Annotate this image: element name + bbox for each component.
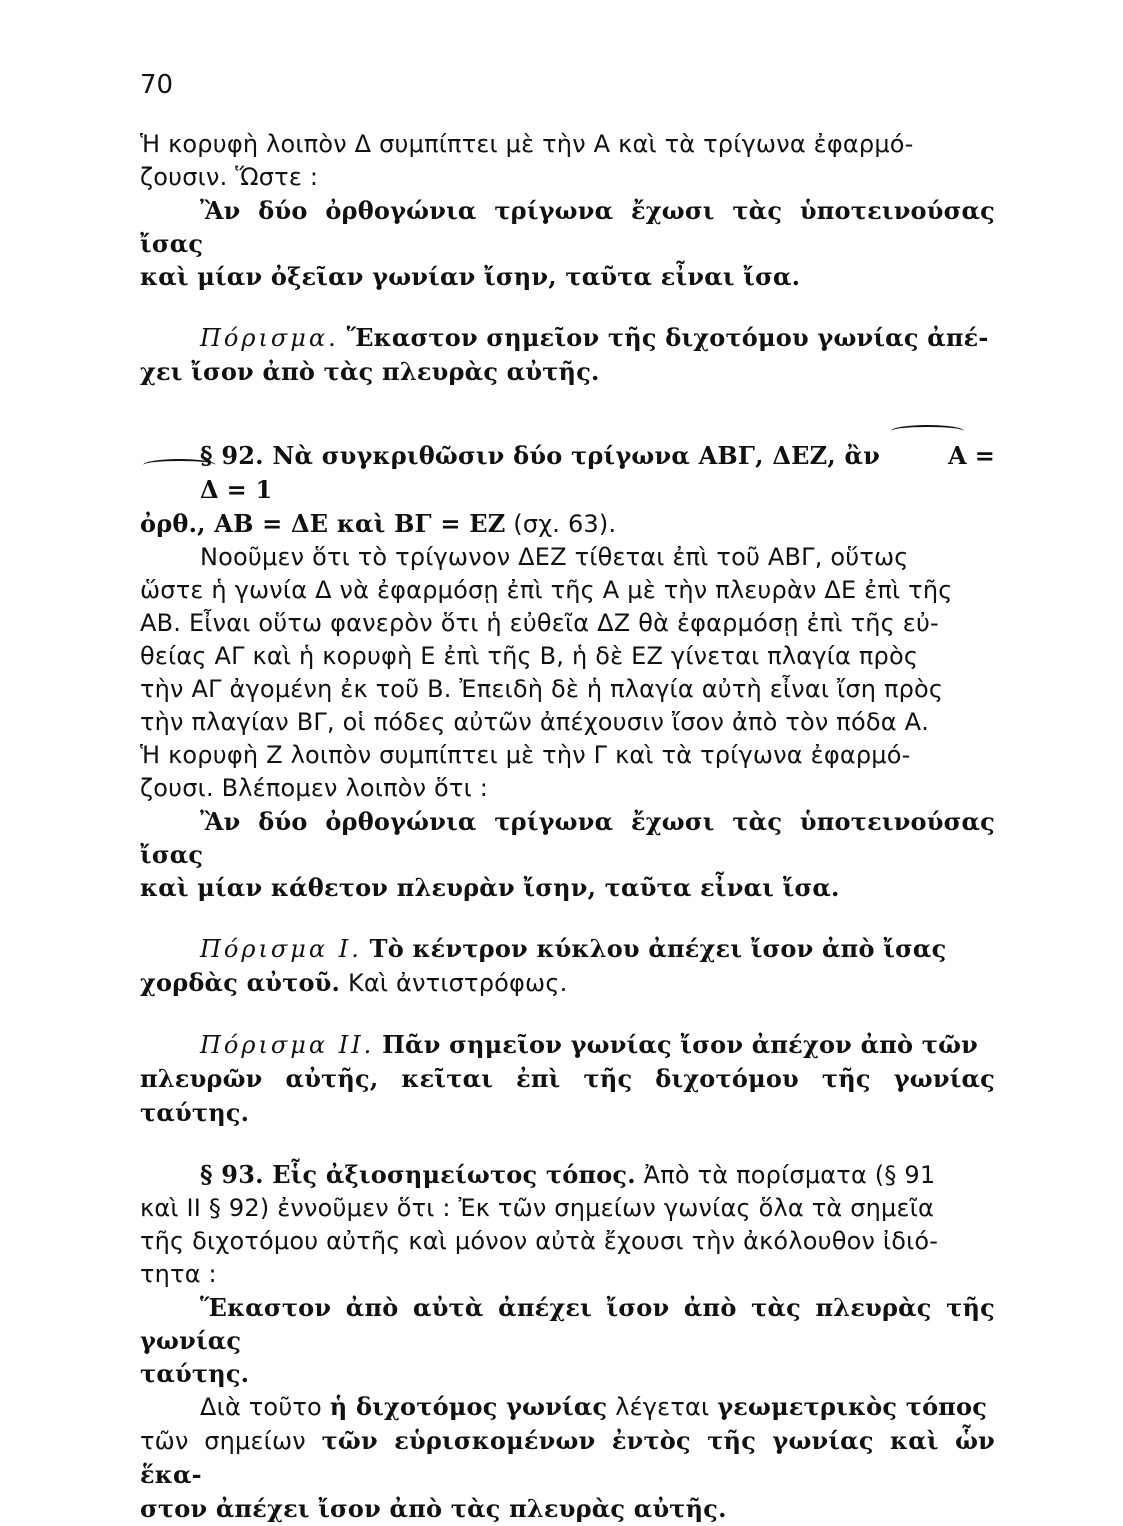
text-line: Ἂν δύο ὀρθογώνια τρίγωνα ἔχωσι τὰς ὑποτεινούσας ἴσας bbox=[140, 196, 995, 258]
text-line: στον ἀπέχει ἴσον ἀπὸ τὰς πλευρὰς αὐτῆς. bbox=[140, 1494, 727, 1523]
corollary-ii bbox=[140, 1028, 995, 1130]
text-line: ζουσιν. Ὥστε : bbox=[140, 163, 319, 191]
section-92-heading bbox=[140, 439, 995, 541]
text-segment: τῶν εὑρισκομένων ἐντὸς τῆς γωνίας καὶ ὧν ἕκα- bbox=[140, 1426, 995, 1489]
text-line: τῆς διχοτόμου αὐτῆς καὶ μόνον αὐτὰ ἔχουσι τὴν ἀκόλουθον ἰδιό- bbox=[140, 1227, 939, 1255]
text-line: τητα : bbox=[140, 1260, 217, 1288]
text-line: Ἂν δύο ὀρθογώνια τρίγωνα ἔχωσι τὰς ὑποτεινούσας ἴσας bbox=[140, 807, 995, 869]
text-line: ταύτης. bbox=[140, 1359, 250, 1388]
figure-reference: (σχ. 63). bbox=[513, 510, 617, 538]
text-line: Τὸ κέντρον κύκλου ἀπέχει ἴσον ἀπὸ ἴσας bbox=[369, 934, 947, 963]
corollary-label: Πόρισμα. bbox=[200, 324, 339, 352]
text-line: ΑΒ. Εἶναι οὕτω φανερὸν ὅτι ἡ εὐθεῖα ΔΖ θὰ ἐφαρμόσῃ ἐπὶ τῆς εὐ- bbox=[140, 609, 939, 637]
text-segment: γεωμετρικὸς τόπος bbox=[717, 1392, 988, 1421]
angle-d: Δ bbox=[140, 473, 219, 506]
corollary-1 bbox=[140, 321, 995, 389]
text-line: καὶ II § 92) ἐννοῦμεν ὅτι : Ἐκ τῶν σημείων γωνίας ὅλα τὰ σημεῖα bbox=[140, 1194, 935, 1222]
text-line: τὴν πλαγίαν ΒΓ, οἱ πόδες αὐτῶν ἀπέχουσιν ἴσον ἀπὸ τὸν πόδα Α. bbox=[140, 708, 930, 736]
theorem-1 bbox=[140, 194, 995, 293]
text-segment: λέγεται bbox=[615, 1393, 710, 1421]
equals-right-angle: = 1 bbox=[226, 475, 273, 504]
text-line: θείας ΑΓ καὶ ἡ κορυφὴ Ε ἐπὶ τῆς Β, ἡ δὲ ΕΖ γίνεται πλαγία πρὸς bbox=[140, 642, 919, 670]
text-segment: Διὰ τοῦτο bbox=[200, 1393, 322, 1421]
text-line: πλευρῶν αὐτῆς, κεῖται ἐπὶ τῆς διχοτόμου τῆς γωνίας ταύτης. bbox=[140, 1064, 995, 1127]
text-line: Πᾶν σημεῖον γωνίας ἴσον ἀπέχον ἀπὸ τῶν bbox=[382, 1030, 979, 1059]
text-segment: ἡ διχοτόμος γωνίας bbox=[329, 1392, 608, 1421]
text-line: Ἕκαστον ἀπὸ αὐτὰ ἀπέχει ἴσον ἀπὸ τὰς πλευρὰς τῆς γωνίας bbox=[140, 1293, 995, 1355]
paragraph-proof bbox=[140, 541, 995, 805]
page-body bbox=[140, 128, 995, 1526]
text-line: Ἀπὸ τὰ πορίσματα (§ 91 bbox=[643, 1161, 936, 1189]
text-line: καὶ μίαν κάθετον πλευρὰν ἴσην, ταῦτα εἶναι ἴσα. bbox=[140, 873, 840, 902]
text-line: χει ἴσον ἀπὸ τὰς πλευρὰς αὐτῆς. bbox=[140, 357, 600, 386]
text-line: τὴν ΑΓ ἀγομένη ἐκ τοῦ Β. Ἐπειδὴ δὲ ἡ πλαγία αὐτὴ εἶναι ἴση πρὸς bbox=[140, 675, 944, 703]
corollary-i bbox=[140, 932, 995, 1000]
text-line: Ἡ κορυφὴ λοιπὸν Δ συμπίπτει μὲ τὴν Α καὶ τὰ τρίγωνα ἐφαρμό- bbox=[140, 130, 914, 158]
text-line: Καὶ ἀντιστρόφως. bbox=[347, 969, 568, 997]
theorem-3 bbox=[140, 1291, 995, 1390]
angle-a: Α bbox=[888, 439, 967, 472]
text-line: Ἡ κορυφὴ Ζ λοιπὸν συμπίπτει μὲ τὴν Γ καὶ τὰ τρίγωνα ἐφαρμό- bbox=[140, 741, 911, 769]
section-title: § 93. Εἷς ἀξιοσημείωτος τόπος. bbox=[200, 1160, 636, 1189]
paragraph-conclusion-1 bbox=[140, 128, 995, 194]
corollary-label: Πόρισμα I. bbox=[200, 935, 362, 963]
theorem-2 bbox=[140, 805, 995, 904]
equals-sign: = bbox=[974, 441, 995, 470]
text-line: Νοοῦμεν ὅτι τὸ τρίγωνον ΔΕΖ τίθεται ἐπὶ τοῦ ΑΒΓ, οὕτως bbox=[200, 543, 909, 571]
text-line: ὥστε ἡ γωνία Δ νὰ ἐφαρμόσῃ ἐπὶ τῆς Α μὲ τὴν πλευρὰν ΔΕ ἐπὶ τῆς bbox=[140, 576, 953, 604]
page-number: 70 bbox=[140, 70, 174, 100]
text-line: Ἕκαστον σημεῖον τῆς διχοτόμου γωνίας ἀπέ- bbox=[346, 323, 989, 352]
text-segment: τῶν σημείων bbox=[140, 1427, 306, 1455]
corollary-label: Πόρισμα II. bbox=[200, 1031, 375, 1059]
text-line: καὶ μίαν ὀξεῖαν γωνίαν ἴσην, ταῦτα εἶναι ἴσα. bbox=[140, 262, 801, 291]
text-line: χορδὰς αὐτοῦ. bbox=[140, 968, 341, 997]
section-93 bbox=[140, 1158, 995, 1291]
section-conditions: ὀρθ., ΑΒ = ΔΕ καὶ ΒΓ = ΕΖ bbox=[140, 509, 506, 538]
section-title: § 92. Νὰ συγκριθῶσιν δύο τρίγωνα ΑΒΓ, ΔΕΖ, ἂν bbox=[200, 441, 881, 470]
text-line: ζουσι. Βλέπομεν λοιπὸν ὅτι : bbox=[140, 774, 489, 802]
paragraph-locus bbox=[140, 1390, 995, 1526]
